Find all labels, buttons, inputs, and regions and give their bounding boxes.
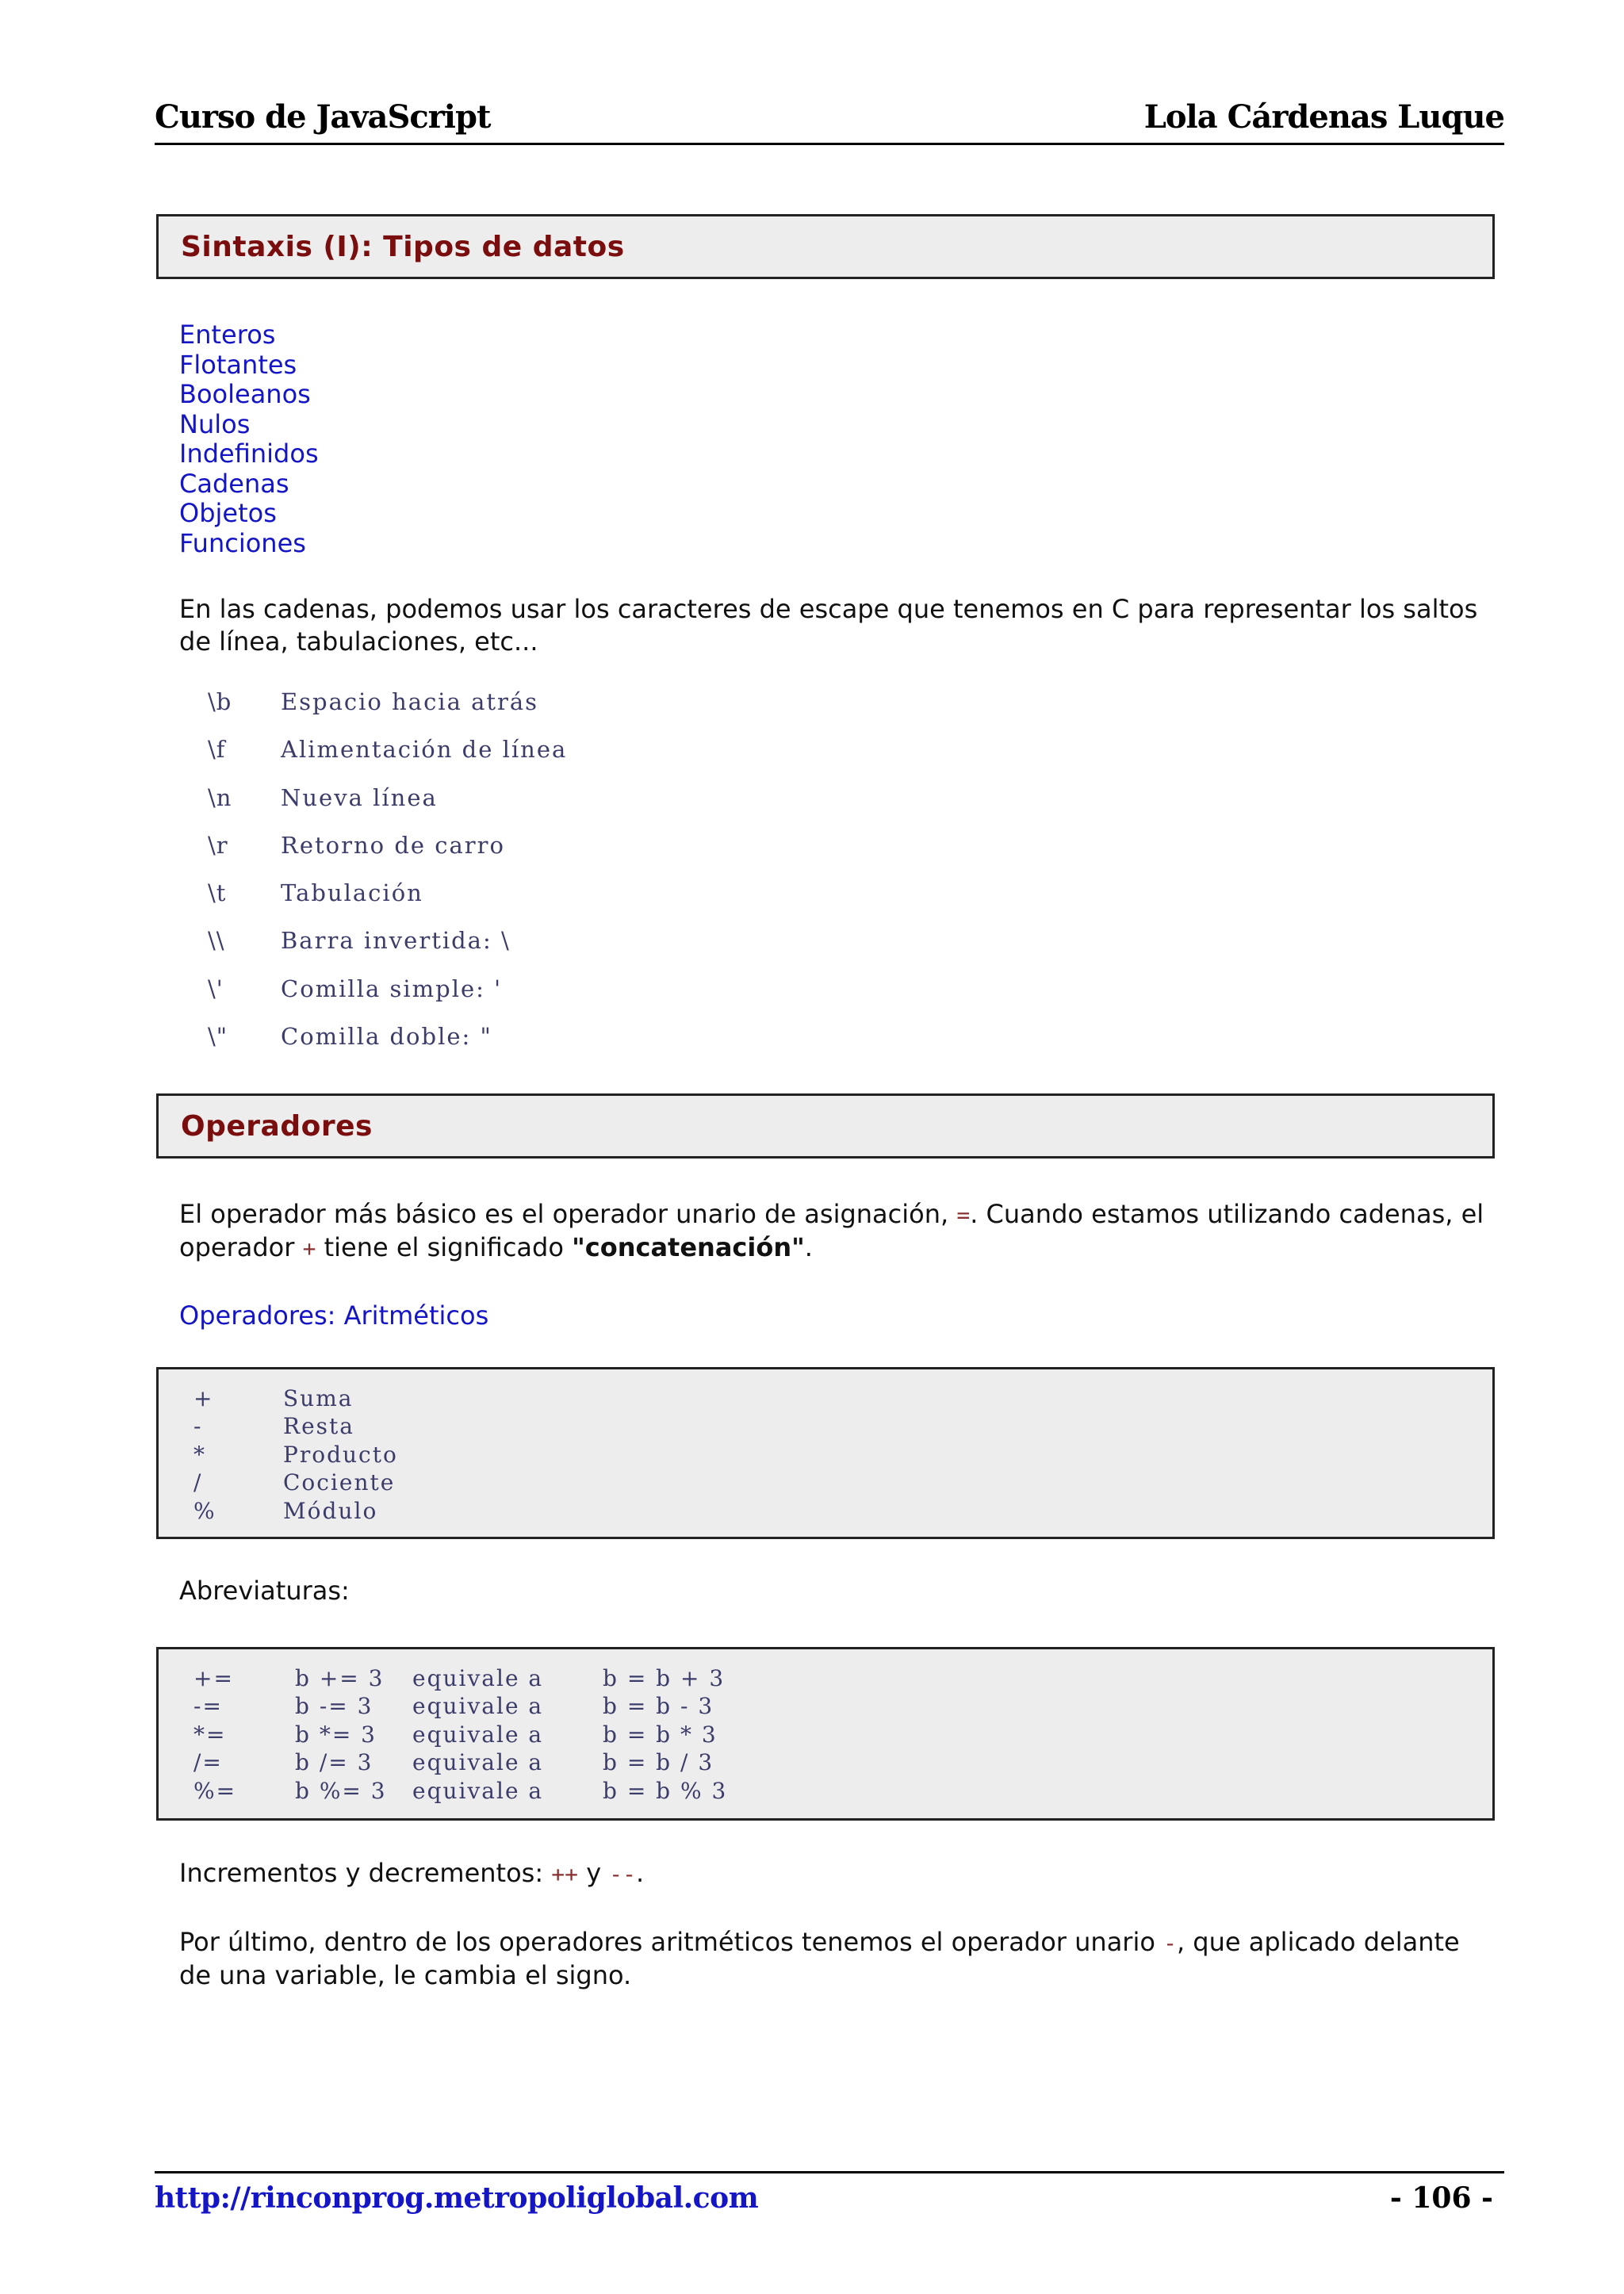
- escape-code: \t: [208, 879, 227, 907]
- page-footer: [155, 2171, 1504, 2221]
- escape-desc: Alimentación de línea: [281, 736, 568, 764]
- escape-desc: Comilla simple: ': [281, 975, 503, 1002]
- link-nulos[interactable]: Nulos: [179, 408, 251, 439]
- increments-paragraph: [179, 1857, 1496, 1890]
- unary-minus-paragraph: [179, 1926, 1496, 1992]
- escape-intro-paragraph: En las cadenas, podemos usar los caracteres de escape que tenemos en C para representar los saltos de línea, tabulaciones, etc...: [179, 594, 1478, 657]
- operator-symbol: *: [193, 1441, 206, 1468]
- abbr-example: b %= 3: [295, 1777, 387, 1804]
- text-run: y: [578, 1858, 610, 1888]
- page-number: - 106 -: [1389, 2181, 1493, 2215]
- abbr-result: b = b + 3: [603, 1665, 726, 1691]
- link-funciones[interactable]: Funciones: [179, 527, 306, 558]
- section-title: Operadores: [181, 1110, 373, 1143]
- arith-row: [159, 1498, 1492, 1526]
- escape-desc: Barra invertida: \: [281, 927, 511, 955]
- operator-symbol: +: [193, 1385, 214, 1411]
- abbr-operator: /=: [193, 1749, 223, 1776]
- section-title: Sintaxis (I): Tipos de datos: [181, 231, 625, 263]
- abbr-row: [159, 1693, 1492, 1721]
- escape-desc: Retorno de carro: [281, 831, 505, 859]
- increment-operator: ++: [551, 1861, 579, 1887]
- text-run: .: [636, 1858, 645, 1888]
- operators-intro-paragraph: [179, 1198, 1496, 1265]
- operator-name: Suma: [283, 1385, 354, 1411]
- abbr-result: b = b * 3: [603, 1721, 718, 1748]
- text-run: . Cuando estamos utilizando cadenas, el operador: [179, 1199, 1484, 1262]
- unary-minus-operator: -: [1163, 1930, 1177, 1956]
- link-enteros[interactable]: Enteros: [179, 320, 276, 350]
- link-booleanos[interactable]: Booleanos: [179, 379, 311, 409]
- arith-row: [159, 1442, 1492, 1469]
- abbr-equivale: equivale a: [412, 1777, 544, 1804]
- link-objetos[interactable]: Objetos: [179, 498, 277, 528]
- text-run: Incrementos y decrementos:: [179, 1858, 552, 1888]
- link-cadenas[interactable]: Cadenas: [179, 468, 289, 499]
- abbr-example: b -= 3: [295, 1693, 373, 1720]
- link-flotantes[interactable]: Flotantes: [179, 349, 297, 380]
- abbr-operator: %=: [193, 1777, 237, 1804]
- subheading-aritmeticos: Operadores: Aritméticos: [179, 1300, 489, 1331]
- abbr-result: b = b % 3: [603, 1777, 728, 1804]
- operator-name: Producto: [283, 1441, 398, 1468]
- arithmetic-operators-box: [156, 1367, 1495, 1539]
- escape-desc: Nueva línea: [281, 783, 438, 811]
- text-run: tiene el significado: [316, 1232, 573, 1262]
- escape-code: \\: [208, 927, 225, 955]
- footer-url-link[interactable]: http://rinconprog.metropoliglobal.com: [155, 2181, 759, 2215]
- arith-row: [159, 1385, 1492, 1413]
- operator-name: Cociente: [283, 1469, 396, 1496]
- text-run: El operador más básico es el operador unario de asignación,: [179, 1199, 957, 1229]
- escape-desc: Tabulación: [281, 879, 423, 907]
- link-indefinidos[interactable]: Indefinidos: [179, 439, 319, 469]
- abbr-row: [159, 1665, 1492, 1693]
- abbr-equivale: equivale a: [412, 1693, 544, 1720]
- abbr-result: b = b / 3: [603, 1749, 714, 1776]
- abbr-row: [159, 1778, 1492, 1806]
- escape-desc: Espacio hacia atrás: [281, 688, 539, 715]
- operator-symbol: /: [193, 1469, 203, 1496]
- assignment-operator: =: [956, 1202, 971, 1228]
- abbr-equivale: equivale a: [412, 1665, 544, 1691]
- abbr-example: b *= 3: [295, 1721, 377, 1748]
- abbr-row: [159, 1721, 1492, 1749]
- arith-row: [159, 1469, 1492, 1497]
- escape-code: \": [208, 1023, 228, 1051]
- escape-code: \b: [208, 688, 232, 715]
- abbr-equivale: equivale a: [412, 1749, 544, 1776]
- datatype-links: [179, 320, 319, 558]
- escape-desc: Comilla doble: ": [281, 1023, 492, 1051]
- operator-symbol: %: [193, 1497, 216, 1524]
- escape-code: \r: [208, 831, 228, 859]
- abbreviations-box: [156, 1647, 1495, 1821]
- header-author: Lola Cárdenas Luque: [1143, 98, 1504, 136]
- abbreviations-label: Abreviaturas:: [179, 1576, 350, 1606]
- abbr-operator: +=: [193, 1665, 234, 1691]
- abbr-example: b += 3: [295, 1665, 385, 1691]
- operator-name: Módulo: [283, 1497, 378, 1524]
- arith-row: [159, 1413, 1492, 1441]
- plus-operator: +: [302, 1235, 316, 1262]
- text-run: .: [804, 1232, 813, 1262]
- bold-term: "concatenación": [572, 1232, 805, 1262]
- abbr-operator: -=: [193, 1693, 223, 1720]
- abbr-example: b /= 3: [295, 1749, 373, 1776]
- operator-symbol: -: [193, 1413, 203, 1440]
- abbr-operator: *=: [193, 1721, 227, 1748]
- abbr-equivale: equivale a: [412, 1721, 544, 1748]
- page-header: [155, 94, 1504, 145]
- section-header-operadores: [156, 1093, 1495, 1158]
- header-course-title: Curso de JavaScript: [155, 98, 491, 136]
- section-header-tipos: [156, 214, 1495, 279]
- decrement-operator: --: [609, 1861, 637, 1887]
- text-run: , que aplicado delante de una variable, le cambia el signo.: [179, 1927, 1460, 1990]
- escape-code: \n: [208, 783, 232, 811]
- text-run: Por último, dentro de los operadores aritméticos tenemos el operador unario: [179, 1927, 1164, 1957]
- abbr-result: b = b - 3: [603, 1693, 714, 1720]
- escape-code: \': [208, 975, 224, 1002]
- abbr-row: [159, 1749, 1492, 1777]
- operator-name: Resta: [283, 1413, 354, 1440]
- escape-code: \f: [208, 736, 226, 764]
